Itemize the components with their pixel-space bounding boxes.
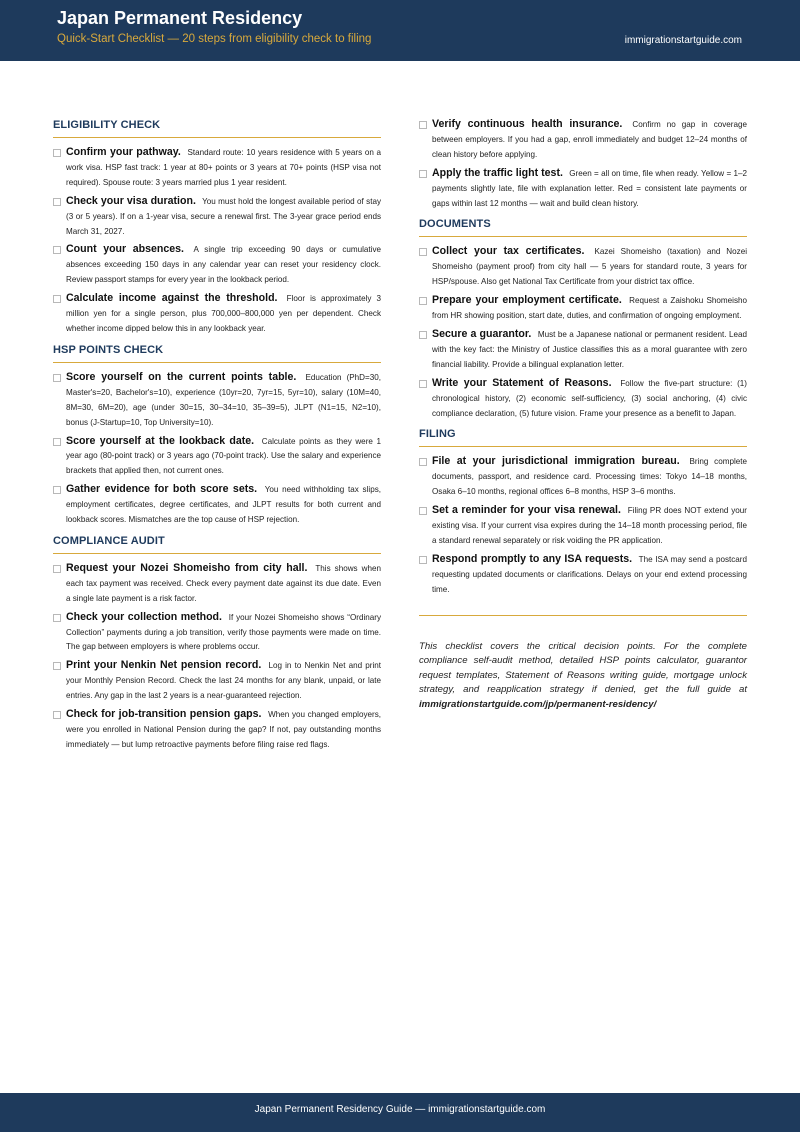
checklist-item-body: This shows when each tax payment was received. Check every payment date against its due date. Even a single late payment is a risk factor.: [66, 563, 381, 603]
checklist-item-heading: Request your Nozei Shomeisho from city hall.: [66, 561, 308, 574]
page-subtitle: Quick-Start Checklist — 20 steps from eligibility check to filing: [57, 33, 372, 45]
checklist-item: [419, 376, 747, 422]
checklist-item: [53, 561, 381, 607]
checklist-item: [53, 145, 381, 191]
checklist-item-heading: Check your visa duration.: [66, 194, 196, 207]
checklist-item: [53, 242, 381, 288]
checklist-item-heading: Set a reminder for your visa renewal.: [432, 504, 621, 517]
checkbox[interactable]: [419, 556, 427, 564]
checklist-item: [419, 244, 747, 290]
checkbox[interactable]: [53, 149, 61, 157]
checklist-item: [53, 194, 381, 240]
checklist-item: [419, 327, 747, 373]
closing-divider: [419, 615, 747, 616]
checklist-item-body: Bring complete documents, passport, and residence card. Processing times: Tokyo 14–18 months, Osaka 6–10 months, regional offices 6–8 months, HSP 3–6 months.: [432, 457, 747, 497]
checkbox[interactable]: [53, 711, 61, 719]
checklist-item-heading: File at your jurisdictional immigration bureau.: [432, 455, 680, 468]
checklist-item: [53, 610, 381, 656]
section-title-eligibility: ELIGIBILITY CHECK: [53, 119, 161, 131]
checkbox[interactable]: [53, 246, 61, 254]
checklist-item-body: Confirm no gap in coverage between employers. If you had a gap, enroll immediately and budget 12–24 months of clean history before applying.: [432, 120, 747, 159]
checklist-item-heading: Apply the traffic light test.: [432, 166, 563, 179]
filing-checklist: [419, 454, 747, 597]
checkbox[interactable]: [53, 614, 61, 622]
checklist-item-body: Standard route: 10 years residence with 5 years on a work visa. HSP fast track: 1 year at 80+ points or 3 years at 70+ points (HSP visa not required). Spouse route: 3 years married plus 1 year resident.: [66, 148, 381, 187]
header-site-link[interactable]: immigrationstartguide.com: [624, 35, 742, 46]
checklist-item: [419, 454, 747, 500]
checklist-item-body: When you changed employers, were you enrolled in National Pension during the gap? If not, pay outstanding months immediately — but lump retroactive payments before filing raise red flags.: [66, 710, 382, 749]
checkbox[interactable]: [53, 438, 61, 446]
checklist-item-heading: Verify continuous health insurance.: [432, 118, 623, 130]
checklist-item: [53, 707, 381, 753]
left-column: [53, 116, 381, 756]
checklist-item-heading: Calculate income against the threshold.: [66, 292, 278, 305]
page-title: Japan Permanent Residency: [57, 8, 303, 28]
section-divider: [53, 137, 381, 138]
closing-text: This checklist covers the critical decision points. For the complete compliance self-audit method, detailed HSP points calculator, guarantor request templates, Statement of Reasons writing guide, mortgage unlock strategy, and reapplication strategy if denied, get the full guide at: [419, 640, 747, 696]
section-title-compliance: COMPLIANCE AUDIT: [53, 534, 165, 547]
compliance-checklist: [53, 561, 381, 753]
compliance-checklist-continued: [419, 117, 747, 211]
checklist-item-body: Kazei Shomeisho (taxation) and Nozei Shomeisho (payment proof) from city hall — 5 years for standard route, 3 years for HSP/spouse. Also get National Tax Certificate from your district tax office.: [432, 247, 748, 287]
section-title-documents: DOCUMENTS: [419, 218, 491, 231]
checklist-item-body: If your Nozei Shomeisho shows “Ordinary Collection” payments during a job transition, verify those payments were made on time. The gap between employers is where problems occur.: [66, 612, 381, 652]
checklist-item-heading: Secure a guarantor.: [432, 327, 532, 340]
section-divider: [53, 553, 381, 554]
section-divider: [53, 362, 381, 363]
checklist-item-heading: Score yourself at the lookback date.: [66, 434, 255, 447]
checklist-item: [53, 658, 381, 704]
checklist-item-body: You must hold the longest available period of stay (3 or 5 years). If on a 1-year visa, secure a renewal first. The 3-year grace period ends March 31, 2027.: [66, 196, 381, 236]
checkbox[interactable]: [419, 507, 427, 515]
checkbox[interactable]: [53, 198, 61, 206]
page-footer: [0, 1093, 800, 1132]
checklist-item: [419, 552, 747, 598]
checklist-item-heading: Gather evidence for both score sets.: [66, 483, 258, 496]
eligibility-checklist: [53, 145, 381, 337]
checkbox[interactable]: [53, 662, 61, 670]
checklist-item-heading: Confirm your pathway.: [66, 146, 181, 158]
checklist-item-heading: Write your Statement of Reasons.: [432, 376, 612, 389]
checklist-item-heading: Print your Nenkin Net pension record.: [66, 659, 262, 672]
checklist-item: [53, 291, 381, 337]
checkbox[interactable]: [419, 121, 427, 129]
checklist-item: [53, 370, 381, 431]
documents-checklist: [419, 244, 747, 421]
checkbox[interactable]: [419, 380, 427, 388]
hsp-checklist: [53, 370, 381, 528]
page-header: [0, 0, 800, 61]
right-column: [419, 117, 747, 712]
checklist-item-body: Request a Zaishoku Shomeisho from HR showing position, start date, duties, and confirmation of ongoing employment.: [432, 296, 748, 321]
checkbox[interactable]: [53, 486, 61, 494]
checkbox[interactable]: [419, 170, 427, 178]
checklist-item: [419, 503, 747, 549]
checkbox[interactable]: [53, 295, 61, 303]
checklist-item-heading: Prepare your employment certificate.: [432, 294, 622, 307]
checklist-item: [419, 166, 747, 212]
checklist-item-body: Green = all on time, file when ready. Yellow = 1–2 payments slightly late, file with explanation letter. Red = consistent late payments or gaps within last 12 months — wait and build clean history.: [432, 168, 747, 208]
checklist-item-body: The ISA may send a postcard requesting updated documents or clarifications. Delays on your end extend processing time.: [432, 554, 747, 594]
checklist-item-body: Calculate points as they were 1 year ago (80-point track) or 3 years ago (70-point track). Use the salary and experience brackets that applied then, not current ones.: [66, 436, 381, 476]
section-title-filing: FILING: [419, 428, 456, 441]
checklist-item-heading: Check for job-transition pension gaps.: [66, 708, 262, 721]
checkbox[interactable]: [53, 565, 61, 573]
section-divider: [419, 446, 747, 447]
checklist-item-body: Education (PhD=30, Master's=20, Bachelor's=10), experience (10yr=20, 7yr=15, 5yr=10), salary (10M=40, 8M=30, 6M=20), age (under 30=15, 30–34=10, 35–39=5), JLPT (N1=15, N2=10), bonus (J-Startup=10, Top University=10).: [66, 372, 382, 427]
checklist-item: [53, 434, 381, 480]
checklist-item: [419, 293, 747, 324]
checkbox[interactable]: [419, 331, 427, 339]
checklist-item-body: Filing PR does NOT extend your existing visa. If your current visa expires during the 14–18 month processing period, file a standard renewal separately or risk voiding the PR application.: [432, 506, 747, 545]
checklist-item-body: You need withholding tax slips, employment certificates, degree certificates, and JLPT results for both current and lookback scores. Mismatches are the top cause of HSP rejection.: [66, 485, 381, 525]
checklist-item-body: Floor is approximately 3 million yen for a single person, plus 700,000–800,000 yen per dependent. Check whether income dipped below this in any lookback year.: [66, 294, 381, 333]
checklist-item-heading: Count your absences.: [66, 243, 184, 256]
checkbox[interactable]: [419, 248, 427, 256]
checklist-item-body: A single trip exceeding 90 days or cumulative absences exceeding 150 days in any calendar year can reset your residency clock. Review passport stamps for every year in the lookback period.: [66, 245, 382, 285]
checklist-item: [53, 482, 381, 528]
checklist-item-body: Must be a Japanese national or permanent resident. Lead with the key fact: the Ministry of Justice classifies this as a moral guarantee with zero financial liability. Provide a bilingual explanation letter.: [432, 329, 747, 369]
section-title-hsp: HSP POINTS CHECK: [53, 343, 164, 356]
checkbox[interactable]: [419, 297, 427, 305]
checklist-item: [419, 117, 747, 163]
checklist-item-heading: Check your collection method.: [66, 610, 222, 623]
full-guide-link[interactable]: immigrationstartguide.com/jp/permanent-residency/: [419, 698, 657, 710]
checklist-item-body: Log in to Nenkin Net and print your Monthly Pension Record. Check the last 24 months for any blank, unpaid, or late entries. Any gap in the last 2 years is a near-guaranteed rejection.: [66, 661, 382, 701]
checklist-item-heading: Score yourself on the current points table.: [66, 370, 297, 383]
footer-text: Japan Permanent Residency Guide — immigrationstartguide.com: [254, 1104, 546, 1115]
checkbox[interactable]: [419, 458, 427, 466]
section-divider: [419, 236, 747, 237]
checklist-item-body: Follow the five-part structure: (1) chronological history, (2) economic self-sufficiency, (3) social anchoring, (4) civic compliance declaration, (5) future vision. Frame your presence as a benefit to Japan.: [432, 378, 748, 418]
closing-note: [419, 640, 747, 713]
checklist-item-heading: Collect your tax certificates.: [432, 245, 585, 258]
checklist-item-heading: Respond promptly to any ISA requests.: [432, 552, 633, 565]
checkbox[interactable]: [53, 374, 61, 382]
